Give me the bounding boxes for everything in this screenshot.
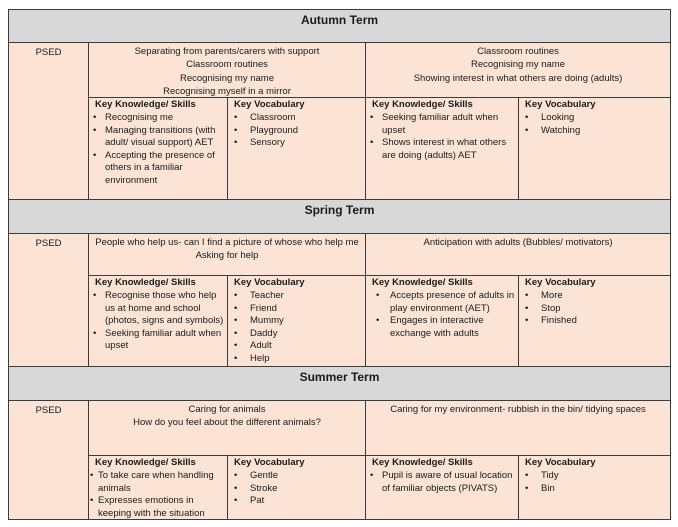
list-item: • Recognising me [89, 112, 227, 125]
topic-line: How do you feel about the different animals? [133, 417, 321, 429]
topic-line: Caring for animals [188, 404, 266, 415]
autumn-subject-cell: PSED [8, 42, 89, 200]
topic-line: Showing interest in what others are doing (adults) [413, 72, 623, 84]
vocab-list [228, 112, 365, 150]
autumn-right-vocab-cell [518, 97, 671, 200]
list-item: • Stop [519, 303, 670, 316]
topic-line: Anticipation with adults (Bubbles/ motivators) [423, 237, 613, 248]
key-vocabulary-header: Key Vocabulary [525, 457, 596, 468]
topic-line: Classroom routines [477, 46, 559, 57]
list-item: • Tidy [519, 470, 670, 483]
skills-list [89, 112, 227, 188]
list-item: • Expresses emotions in keeping with the situation [89, 495, 227, 520]
list-item: • More [519, 290, 670, 303]
spring-right-topic [365, 233, 671, 276]
key-skills-header: Key Knowledge/ Skills [372, 99, 473, 110]
list-item: • Sensory [228, 137, 365, 150]
vocab-list [519, 470, 670, 495]
skills-list [89, 290, 227, 353]
skills-list [366, 470, 518, 495]
list-item: • Recognise those who help us at home and school (photos, signs and symbols) [89, 290, 227, 328]
vocab-list [228, 290, 365, 366]
topic-line: Recognising my name [180, 72, 274, 84]
key-skills-header: Key Knowledge/ Skills [372, 457, 473, 468]
summer-subject-cell: PSED [8, 400, 89, 520]
spring-right-skills-cell [365, 275, 519, 367]
list-item: • Friend [228, 303, 365, 316]
list-item: • Accepting the presence of others in a familiar environment [89, 150, 227, 188]
list-item: • Teacher [228, 290, 365, 303]
list-item: • Mummy [228, 315, 365, 328]
summer-term-heading: Summer Term [8, 366, 671, 401]
list-item: • Engages in interactive exchange with adults [366, 315, 518, 340]
topic-line: Recognising my name [471, 59, 565, 71]
summer-left-vocab-cell [227, 455, 366, 520]
spring-left-vocab-cell [227, 275, 366, 367]
vocab-list [519, 112, 670, 137]
list-item: • Stroke [228, 483, 365, 496]
key-skills-header: Key Knowledge/ Skills [95, 457, 196, 468]
list-item: • Finished [519, 315, 670, 328]
key-vocabulary-header: Key Vocabulary [234, 457, 305, 468]
spring-left-skills-cell [88, 275, 228, 367]
summer-right-vocab-cell [518, 455, 671, 520]
list-item: • Looking [519, 112, 670, 125]
list-item: • Bin [519, 483, 670, 496]
list-item: • Adult [228, 340, 365, 353]
spring-subject-cell: PSED [8, 233, 89, 367]
list-item: • Pupil is aware of usual location of familiar objects (PIVATS) [366, 470, 518, 495]
topic-line: Asking for help [195, 250, 259, 262]
autumn-term-heading: Autumn Term [8, 9, 671, 43]
topic-line: Caring for my environment- rubbish in the bin/ tidying spaces [390, 404, 646, 415]
spring-term-heading: Spring Term [8, 199, 671, 234]
autumn-left-vocab-cell [227, 97, 366, 200]
list-item: • Shows interest in what others are doing (adults) AET [366, 137, 518, 162]
key-skills-header: Key Knowledge/ Skills [95, 99, 196, 110]
skills-list [366, 290, 518, 340]
list-item: • Help [228, 353, 365, 366]
vocab-list [228, 470, 365, 508]
list-item: • Gentle [228, 470, 365, 483]
autumn-right-skills-cell [365, 97, 519, 200]
key-vocabulary-header: Key Vocabulary [525, 99, 596, 110]
summer-left-topic [88, 400, 366, 456]
list-item: • Accepts presence of adults in play environment (AET) [366, 290, 518, 315]
autumn-left-skills-cell [88, 97, 228, 200]
topic-line: People who help us- can I find a picture of whose who help me [95, 237, 359, 248]
summer-right-skills-cell [365, 455, 519, 520]
autumn-right-topic [365, 42, 671, 98]
topic-line: Recognising myself in a mirror [163, 86, 291, 98]
list-item: • Daddy [228, 328, 365, 341]
list-item: • Watching [519, 125, 670, 138]
list-item: • Classroom [228, 112, 365, 125]
list-item: • Seeking familiar adult when upset [89, 328, 227, 353]
vocab-list [519, 290, 670, 328]
list-item: • Pat [228, 495, 365, 508]
key-skills-header: Key Knowledge/ Skills [372, 277, 473, 288]
spring-left-topic [88, 233, 366, 276]
list-item: • Playground [228, 125, 365, 138]
spring-right-vocab-cell [518, 275, 671, 367]
list-item: • Managing transitions (with adult/ visual support) AET [89, 125, 227, 150]
key-vocabulary-header: Key Vocabulary [234, 99, 305, 110]
skills-list [366, 112, 518, 162]
key-vocabulary-header: Key Vocabulary [234, 277, 305, 288]
key-vocabulary-header: Key Vocabulary [525, 277, 596, 288]
skills-list [89, 470, 227, 520]
list-item: • Seeking familiar adult when upset [366, 112, 518, 137]
key-skills-header: Key Knowledge/ Skills [95, 277, 196, 288]
topic-line: Classroom routines [186, 59, 268, 71]
topic-line: Separating from parents/carers with support [134, 46, 320, 57]
summer-right-topic [365, 400, 671, 456]
list-item: • To take care when handling animals [89, 470, 227, 495]
autumn-left-topic [88, 42, 366, 98]
summer-left-skills-cell [88, 455, 228, 520]
